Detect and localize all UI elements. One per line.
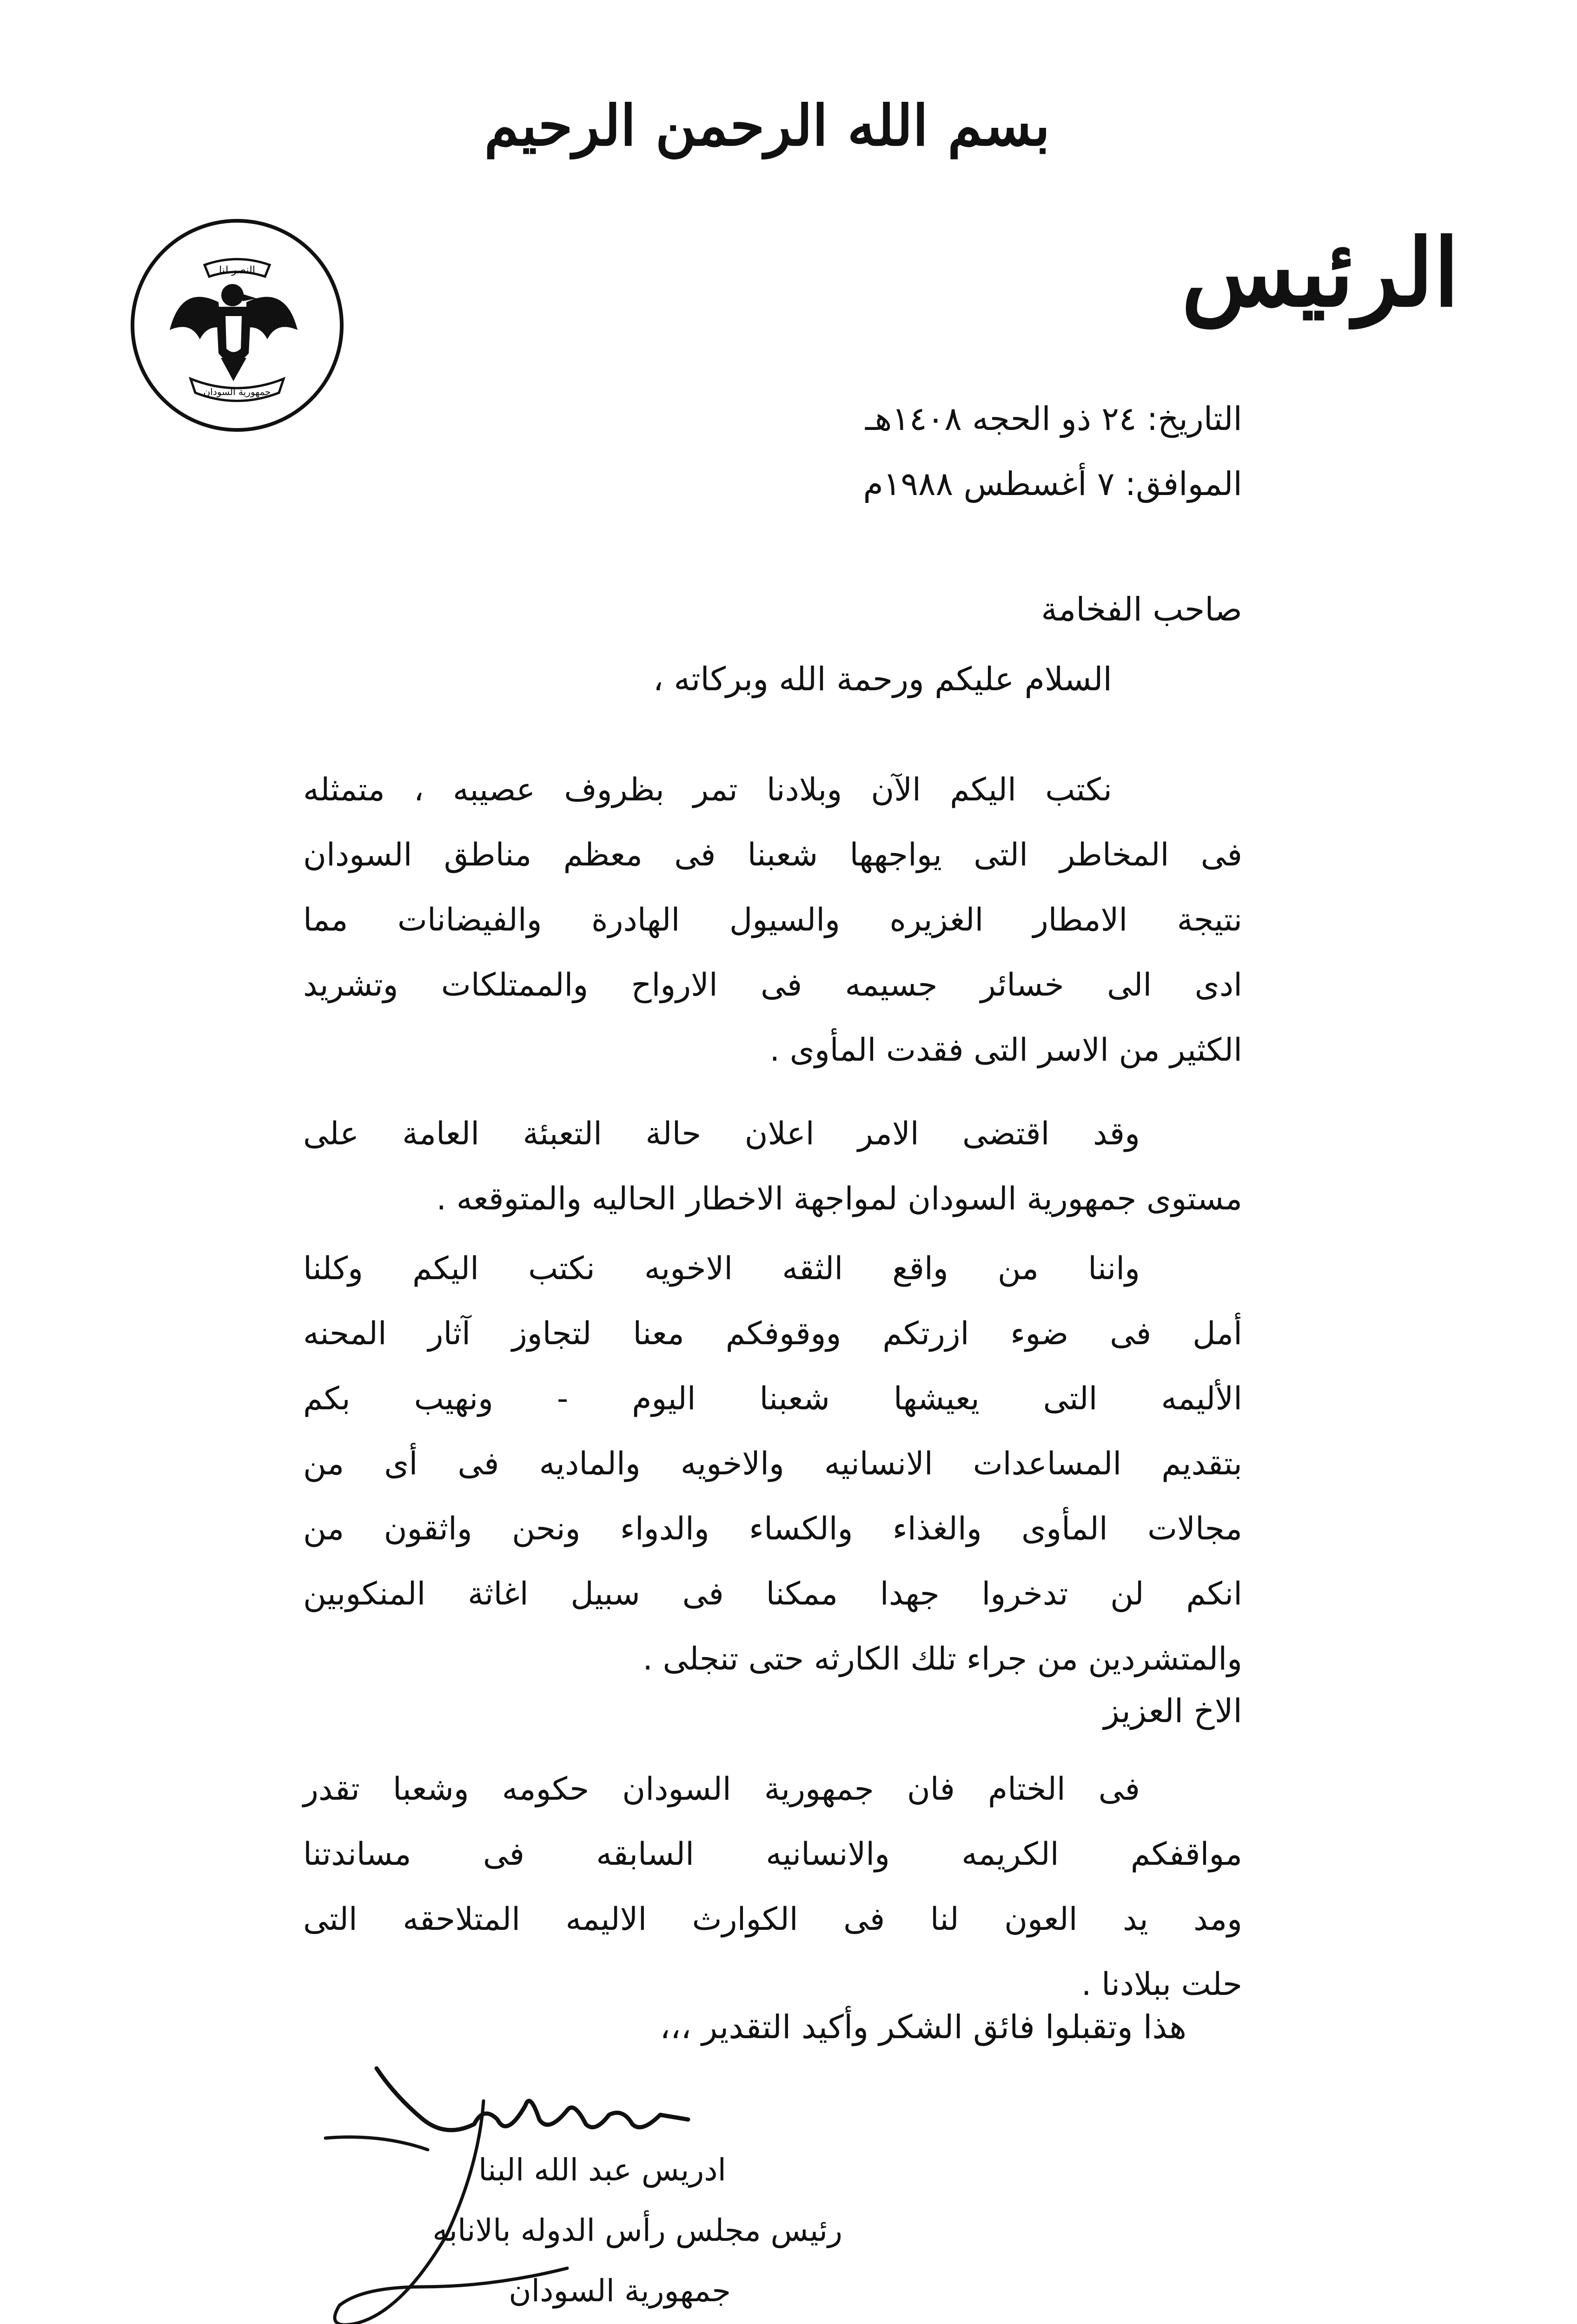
paragraph-line: انكم لن تدخروا جهدا ممكنا فى سبيل اغاثة المنكوبين	[303, 1576, 1242, 1612]
paragraph-line: فى المخاطر التى يواجهها شعبنا فى معظم مناطق السودان	[303, 837, 1242, 873]
paragraph-line: وقد اقتضى الامر اعلان حالة التعبئة العامة على	[303, 1116, 1140, 1152]
sudan-emblem-icon	[126, 214, 349, 437]
paragraph-line: ادى الى خسائر جسيمه فى الارواح والممتلكات وتشريد	[303, 967, 1242, 1004]
signatory-country: جمهورية السودان	[509, 2273, 731, 2309]
address-dear-brother: الاخ العزيز	[1103, 1692, 1242, 1730]
paragraph-line: بتقديم المساعدات الانسانيه والاخويه والماديه فى أى من	[303, 1446, 1242, 1482]
salutation: صاحب الفخامة	[1041, 590, 1242, 628]
paragraph-line: مواقفكم الكريمه والانسانيه السابقه فى مساندتنا	[303, 1836, 1242, 1873]
signatory-name: ادريس عبد الله البنا	[478, 2152, 726, 2188]
closing-line: هذا وتقبلوا فائق الشكر وأكيد التقدير ،،،	[660, 2008, 1186, 2046]
emblem-banner-text: النصر لنا	[219, 264, 255, 276]
paragraph-4	[303, 1757, 1242, 2017]
date-gregorian: الموافق: ٧ أغسطس ١٩٨٨م	[863, 465, 1242, 503]
paragraph-line: نتيجة الامطار الغزيره والسيول الهادرة والفيضانات مما	[303, 902, 1242, 938]
presidency-title: الرئيس	[1181, 218, 1459, 328]
paragraph-line: حلت ببلادنا .	[1081, 1966, 1242, 2003]
paragraph-line: مجالات المأوى والغذاء والكساء والدواء ونحن واثقون من	[303, 1511, 1242, 1547]
paragraph-line: واننا من واقع الثقه الاخويه نكتب اليكم وكلنا	[303, 1250, 1140, 1287]
paragraph-2	[303, 1102, 1242, 1232]
paragraph-line: مستوى جمهورية السودان لمواجهة الاخطار الحاليه والمتوقعه .	[436, 1181, 1242, 1217]
paragraph-3	[303, 1236, 1242, 1692]
date-hijri: التاريخ: ٢٤ ذو الحجه ١٤٠٨هـ	[865, 400, 1242, 438]
paragraph-line: الكثير من الاسر التى فقدت المأوى .	[769, 1032, 1242, 1069]
paragraph-line: نكتب اليكم الآن وبلادنا تمر بظروف عصيبه ، متمثله	[303, 772, 1112, 808]
paragraph-line: الأليمه التى يعيشها شعبنا اليوم - ونهيب بكم	[303, 1380, 1242, 1417]
paragraph-line: فى الختام فان جمهورية السودان حكومه وشعبا تقدر	[303, 1771, 1140, 1808]
paragraph-line: ومد يد العون لنا فى الكوارث الاليمه المتلاحقه التى	[303, 1901, 1242, 1938]
paragraph-1	[303, 758, 1242, 1083]
basmala-heading: بسم الله الرحمن الرحيم	[484, 93, 1050, 158]
signatory-role: رئيس مجلس رأس الدوله بالانابه	[432, 2212, 842, 2248]
paragraph-line: والمتشردين من جراء تلك الكارثه حتى تنجلى .	[643, 1641, 1242, 1677]
paragraph-line: أمل فى ضوء ازرتكم ووقوفكم معنا لتجاوز آثار المحنه	[303, 1315, 1242, 1352]
greeting: السلام عليكم ورحمة الله وبركاته ،	[653, 660, 1112, 698]
emblem-ribbon-text: جمهورية السودان	[203, 386, 271, 397]
